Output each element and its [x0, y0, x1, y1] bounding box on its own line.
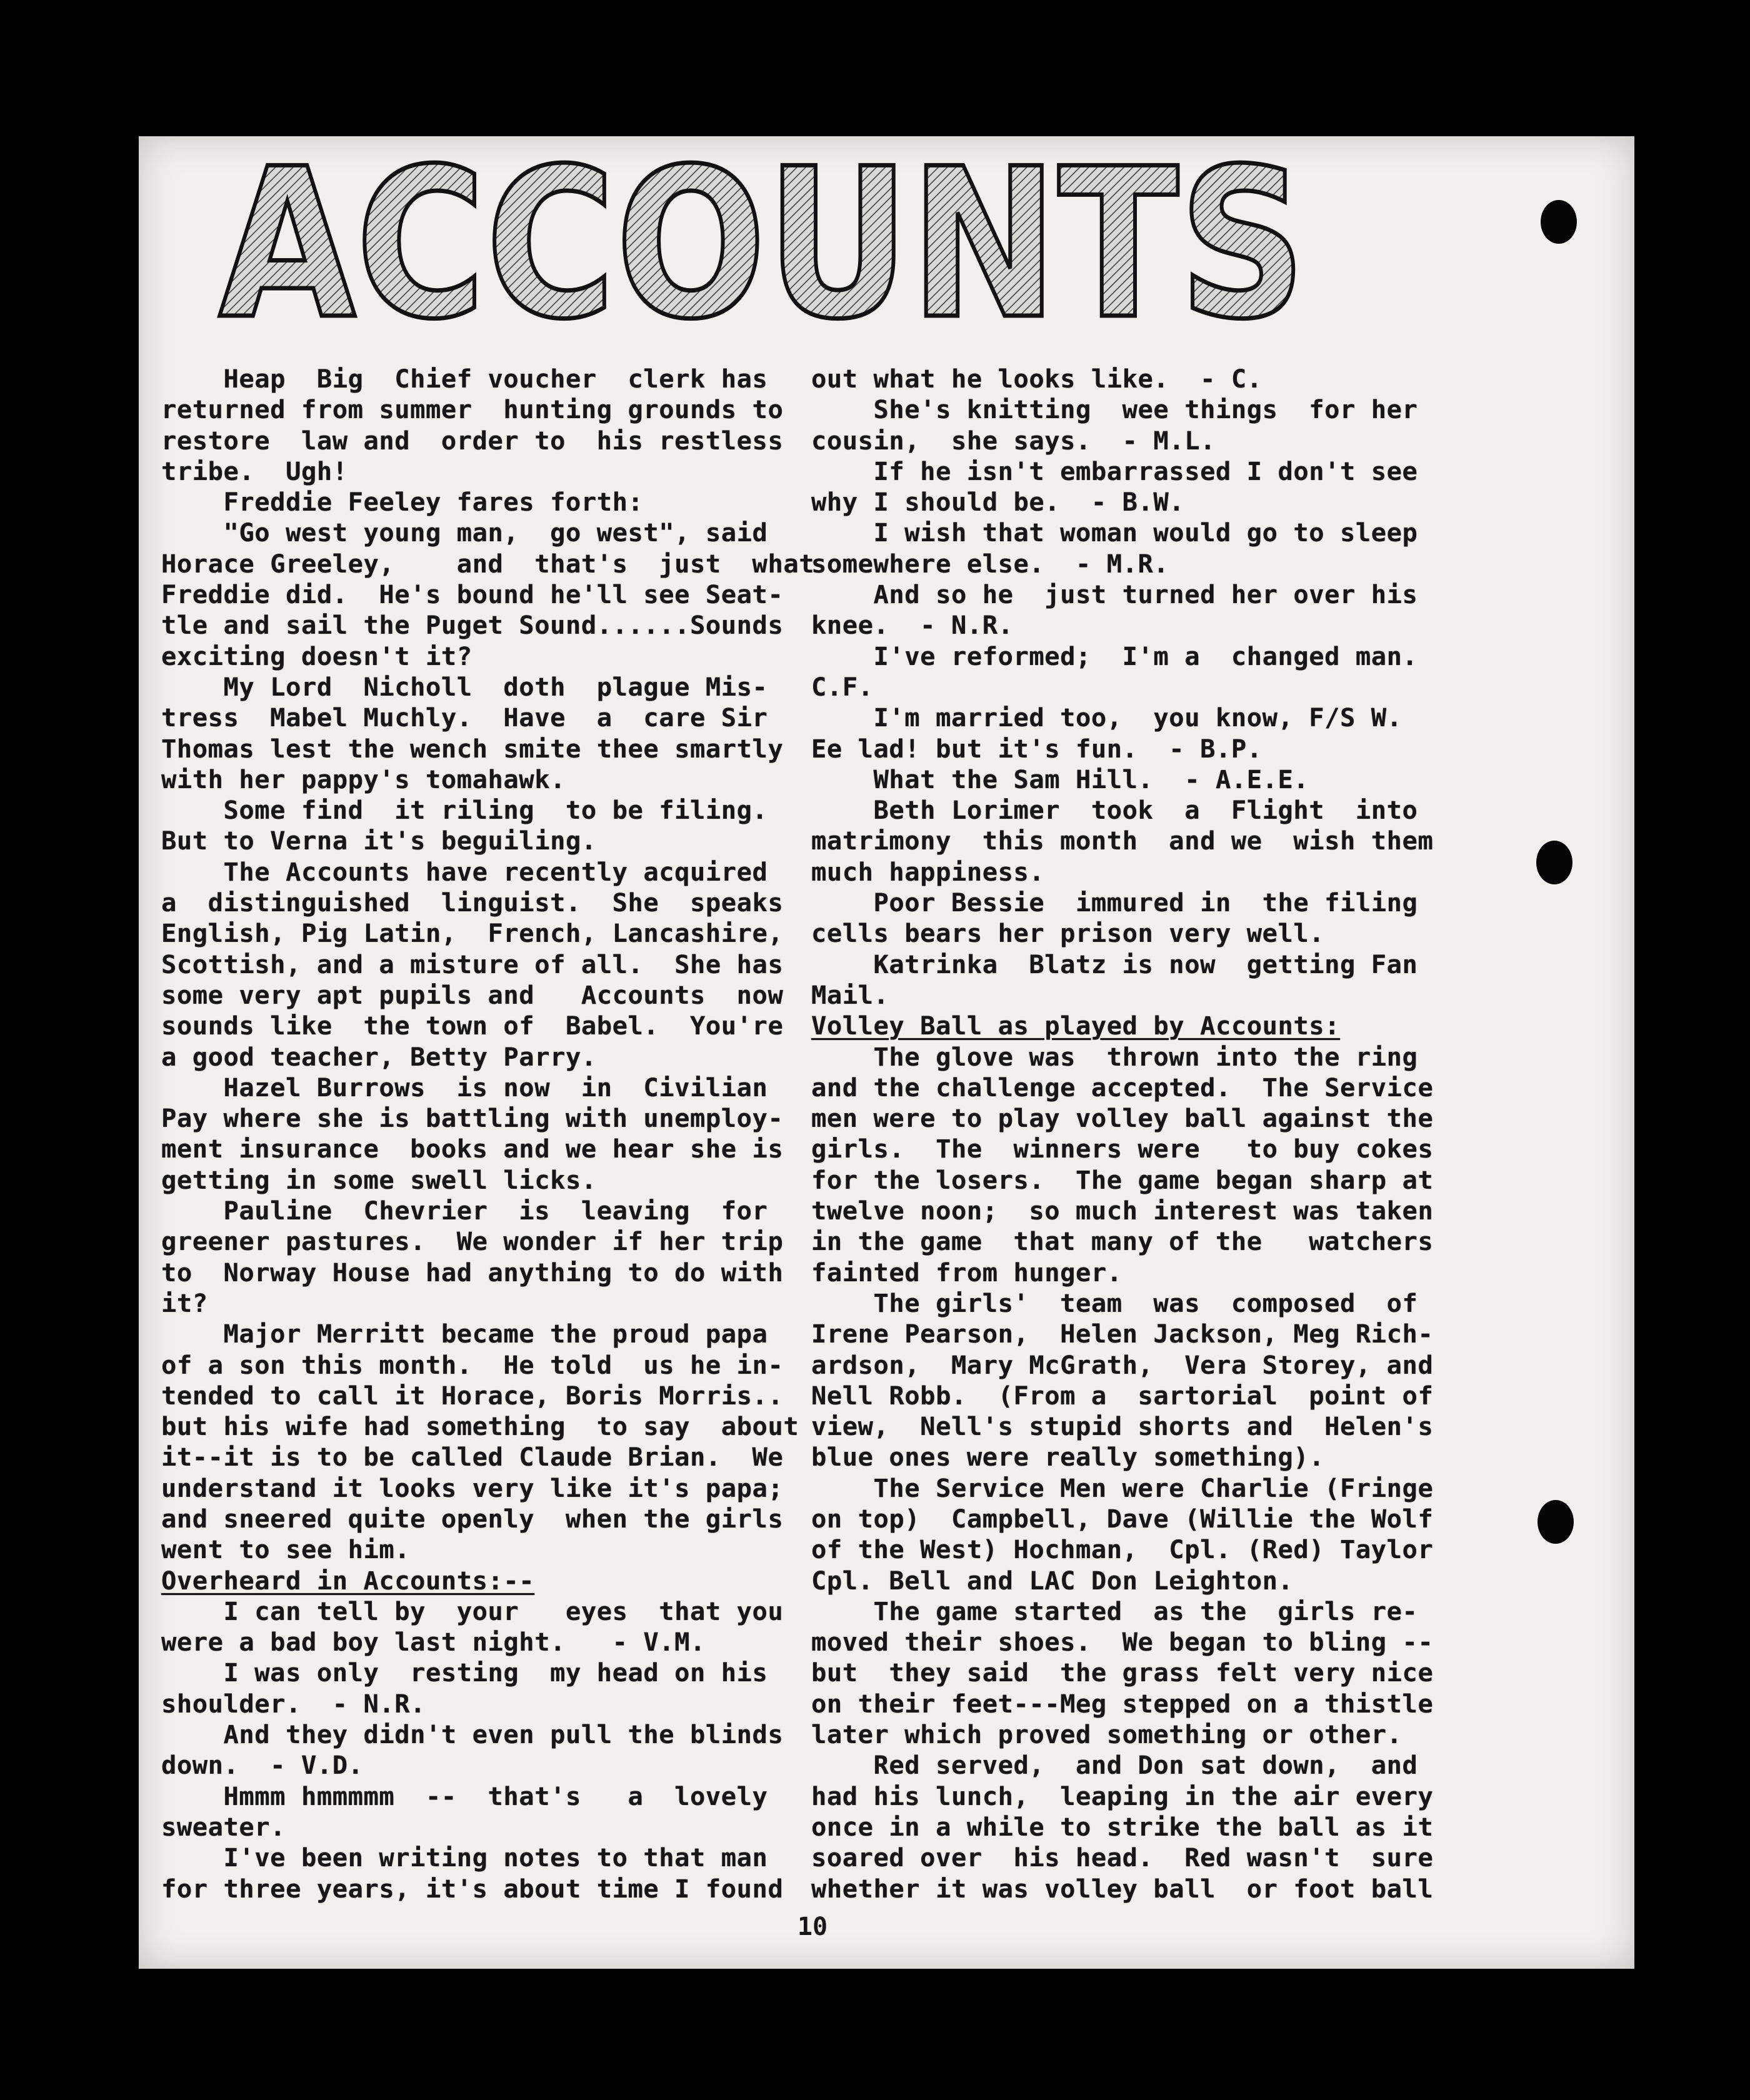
text-line: why I should be. - B.W. — [811, 487, 1185, 518]
text-line: Red served, and Don sat down, and — [811, 1750, 1418, 1781]
text-line: cells bears her prison very well. — [811, 918, 1325, 949]
text-line: What the Sam Hill. - A.E.E. — [811, 764, 1309, 794]
accounts-heading — [206, 124, 1319, 364]
text-line: Hmmm hmmmmm -- that's a lovely — [161, 1781, 768, 1811]
text-line: If he isn't embarrassed I don't see — [811, 456, 1418, 486]
text-line: it--it is to be called Claude Brian. We — [161, 1442, 784, 1472]
text-line: I was only resting my head on his — [161, 1658, 768, 1688]
text-line: girls. The winners were to buy cokes — [811, 1134, 1434, 1164]
text-line: later which proved something or other. — [811, 1719, 1402, 1750]
text-line: English, Pig Latin, French, Lancashire, — [161, 918, 784, 949]
text-line: Poor Bessie immured in the filing — [811, 888, 1418, 918]
text-line: cousin, she says. - M.L. — [811, 425, 1216, 456]
text-line: Irene Pearson, Helen Jackson, Meg Rich- — [811, 1319, 1434, 1349]
text-line: knee. - N.R. — [811, 610, 1014, 641]
text-line: moved their shoes. We began to bling -- — [811, 1627, 1434, 1658]
text-line: Nell Robb. (From a sartorial point of — [811, 1380, 1434, 1411]
text-line: But to Verna it's beguiling. — [161, 826, 597, 856]
text-line: Pauline Chevrier is leaving for — [161, 1196, 768, 1226]
punch-hole-bottom — [1538, 1500, 1574, 1544]
text-line: twelve noon; so much interest was taken — [811, 1196, 1434, 1226]
text-line: understand it looks very like it's papa; — [161, 1472, 784, 1503]
text-line: C.F. — [811, 671, 874, 702]
text-line: Hazel Burrows is now in Civilian — [161, 1072, 768, 1102]
text-line: greener pastures. We wonder if her trip — [161, 1226, 784, 1257]
text-line: for the losers. The game began sharp at — [811, 1164, 1434, 1195]
text-line: tle and sail the Puget Sound......Sounds — [161, 610, 784, 641]
text-line: tended to call it Horace, Boris Morris.. — [161, 1380, 784, 1411]
text-line: getting in some swell licks. — [161, 1164, 597, 1195]
text-line: I've reformed; I'm a changed man. — [811, 641, 1418, 671]
text-line: a good teacher, Betty Parry. — [161, 1041, 597, 1072]
text-line: tribe. Ugh! — [161, 456, 348, 486]
section-subheading: Volley Ball as played by Accounts: — [811, 1011, 1341, 1041]
text-line: Beth Lorimer took a Flight into — [811, 795, 1418, 826]
text-line: in the game that many of the watchers — [811, 1226, 1434, 1257]
text-line: whether it was volley ball or foot ball — [811, 1873, 1434, 1904]
heading-text: ACCOUNTS — [219, 124, 1306, 364]
text-line: I wish that woman would go to sleep — [811, 518, 1418, 548]
text-line: it? — [161, 1288, 208, 1318]
text-line: I've been writing notes to that man — [161, 1842, 768, 1873]
text-line: Some find it riling to be filing. — [161, 795, 768, 826]
text-line: Heap Big Chief voucher clerk has — [161, 364, 768, 394]
text-line: of a son this month. He told us he in- — [161, 1349, 784, 1380]
text-line: but they said the grass felt very nice — [811, 1658, 1434, 1688]
text-line: The Accounts have recently acquired — [161, 856, 768, 887]
text-line: much happiness. — [811, 856, 1045, 887]
text-line: fainted from hunger. — [811, 1257, 1122, 1288]
text-line: were a bad boy last night. - V.M. — [161, 1627, 706, 1658]
text-line: I can tell by your eyes that you — [161, 1596, 784, 1626]
text-line: The girls' team was composed of — [811, 1288, 1418, 1318]
text-line: Mail. — [811, 979, 889, 1010]
text-line: once in a while to strike the ball as it — [811, 1811, 1434, 1842]
text-line: ment insurance books and we hear she is — [161, 1134, 784, 1164]
text-line: restore law and order to his restless — [161, 425, 784, 456]
text-line: The Service Men were Charlie (Fringe — [811, 1472, 1434, 1503]
text-line: Ee lad! but it's fun. - B.P. — [811, 733, 1262, 764]
text-line: Freddie Feeley fares forth: — [161, 487, 644, 518]
text-line: "Go west young man, go west", said — [161, 518, 768, 548]
text-line: on their feet---Meg stepped on a thistle — [811, 1688, 1434, 1719]
text-line: out what he looks like. - C. — [811, 364, 1262, 394]
text-line: shoulder. - N.R. — [161, 1688, 426, 1719]
text-line: some very apt pupils and Accounts now — [161, 979, 784, 1010]
text-line: men were to play volley ball against the — [811, 1103, 1434, 1134]
text-line: Major Merritt became the proud papa — [161, 1319, 768, 1349]
text-line: with her pappy's tomahawk. — [161, 764, 566, 794]
text-line: for three years, it's about time I found — [161, 1873, 784, 1904]
text-line: Katrinka Blatz is now getting Fan — [811, 949, 1418, 979]
punch-hole-top — [1541, 200, 1577, 244]
text-line: Scottish, and a misture of all. She has — [161, 949, 784, 979]
text-line: Freddie did. He's bound he'll see Seat- — [161, 579, 784, 610]
punch-hole-middle — [1536, 841, 1572, 884]
text-line: Thomas lest the wench smite thee smartly — [161, 733, 784, 764]
text-line: view, Nell's stupid shorts and Helen's — [811, 1411, 1434, 1442]
text-line: went to see him. — [161, 1534, 411, 1565]
text-line: And so he just turned her over his — [811, 579, 1418, 610]
page-number: 10 — [797, 1912, 828, 1941]
text-line: Pay where she is battling with unemploy- — [161, 1103, 784, 1134]
text-line: Cpl. Bell and LAC Don Leighton. — [811, 1565, 1294, 1596]
text-line: and the challenge accepted. The Service — [811, 1072, 1434, 1102]
text-line: a distinguished linguist. She speaks — [161, 888, 784, 918]
text-line: but his wife had something to say about — [161, 1411, 799, 1442]
text-line: to Norway House had anything to do with — [161, 1257, 784, 1288]
right-column — [811, 364, 1442, 1904]
text-line: had his lunch, leaping in the air every — [811, 1781, 1434, 1811]
left-column — [161, 364, 815, 1904]
text-line: The game started as the girls re- — [811, 1596, 1418, 1626]
text-line: ardson, Mary McGrath, Vera Storey, and — [811, 1349, 1434, 1380]
text-line: on top) Campbell, Dave (Willie the Wolf — [811, 1503, 1434, 1534]
text-line: blue ones were really something). — [811, 1442, 1325, 1472]
text-line: The glove was thrown into the ring — [811, 1041, 1418, 1072]
text-line: of the West) Hochman, Cpl. (Red) Taylor — [811, 1534, 1434, 1565]
text-line: somewhere else. - M.R. — [811, 548, 1169, 579]
text-line: soared over his head. Red wasn't sure — [811, 1842, 1434, 1873]
text-line: Horace Greeley, and that's just what — [161, 548, 815, 579]
text-line: And they didn't even pull the blinds — [161, 1719, 784, 1750]
text-line: sweater. — [161, 1811, 286, 1842]
text-line: sounds like the town of Babel. You're — [161, 1011, 784, 1041]
text-line: returned from summer hunting grounds to — [161, 394, 784, 425]
text-line: and sneered quite openly when the girls — [161, 1503, 784, 1534]
text-line: exciting doesn't it? — [161, 641, 472, 671]
section-subheading: Overheard in Accounts:-- — [161, 1565, 535, 1596]
text-line: down. - V.D. — [161, 1750, 364, 1781]
text-line: She's knitting wee things for her — [811, 394, 1418, 425]
text-line: matrimony this month and we wish them — [811, 826, 1434, 856]
text-line: tress Mabel Muchly. Have a care Sir — [161, 702, 768, 733]
text-line: I'm married too, you know, F/S W. — [811, 702, 1402, 733]
text-line: My Lord Nicholl doth plague Mis- — [161, 671, 768, 702]
